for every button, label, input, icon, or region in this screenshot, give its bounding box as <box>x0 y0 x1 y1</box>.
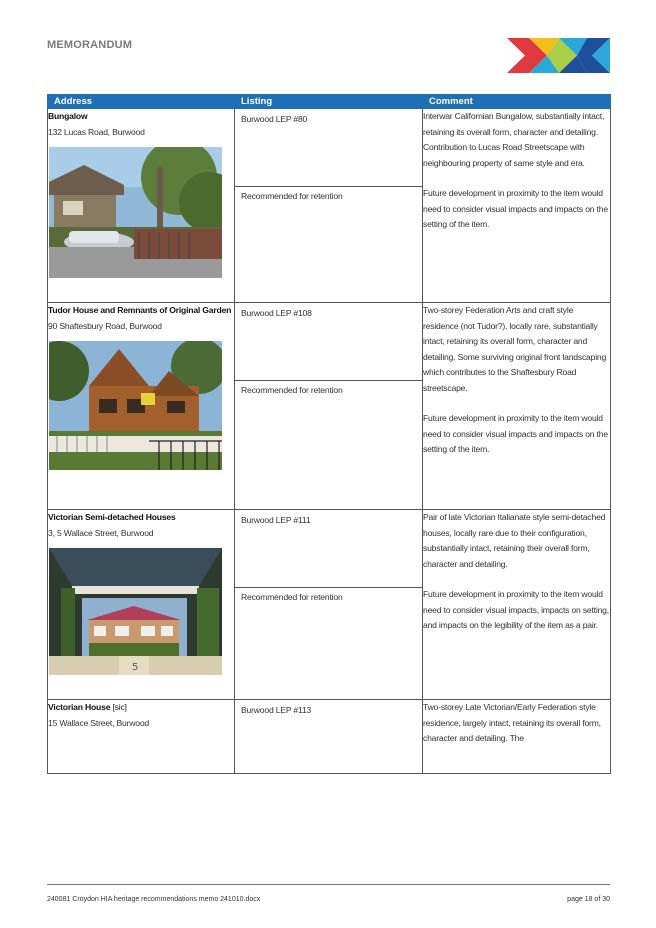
comment-cell <box>423 510 611 700</box>
item-address: 15 Wallace Street, Burwood <box>48 717 150 728</box>
address-cell <box>48 303 235 510</box>
listing-cell <box>235 303 423 510</box>
comment-future-development: Future development in proximity to the item would need to consider visual impacts and impacts on the setting of the item. <box>423 413 608 454</box>
item-title: Victorian Semi-detached Houses <box>48 512 176 522</box>
footer-page-number: page 18 of 30 <box>567 896 610 903</box>
comment-cell <box>423 109 611 303</box>
address-cell <box>48 700 235 774</box>
company-logo <box>507 38 610 73</box>
item-address: 3, 5 Wallace Street, Burwood <box>48 527 154 538</box>
comment-future-development: Future development in proximity to the item would need to consider visual impacts and impacts on the setting of the item. <box>423 188 608 229</box>
table-header-row <box>48 95 611 109</box>
item-title: Bungalow <box>48 111 88 121</box>
table-row <box>48 700 611 774</box>
comment-future-development: Future development in proximity to the item would need to consider visual impacts, impacts on setting, and impacts on the legibility of the item as a pair. <box>423 589 609 630</box>
table-row <box>48 303 611 510</box>
item-title: Tudor House and Remnants of Original Garden <box>48 305 232 315</box>
comment-cell <box>423 700 611 774</box>
listing-recommendation: Recommended for retention <box>235 587 422 606</box>
footer-document-name: 240081 Croydon HIA heritage recommendations memo 241010.docx <box>47 896 261 903</box>
listing-reference: Burwood LEP #111 <box>241 515 311 525</box>
item-title-suffix: [sic] <box>110 702 127 712</box>
listing-reference: Burwood LEP #108 <box>241 308 312 318</box>
comment-cell <box>423 303 611 510</box>
address-column-header: Address <box>48 95 235 109</box>
svg-text:5: 5 <box>132 662 139 673</box>
table-row <box>48 510 611 700</box>
memo-label: MEMORANDUM <box>47 39 133 51</box>
item-address: 132 Lucas Road, Burwood <box>48 126 145 137</box>
listing-recommendation: Recommended for retention <box>235 380 422 399</box>
table-row <box>48 109 611 303</box>
heritage-items-table <box>47 94 611 774</box>
comment-column-header: Comment <box>423 95 611 109</box>
item-title-line <box>48 700 234 716</box>
footer-divider <box>47 884 610 885</box>
item-address: 90 Shaftesbury Road, Burwood <box>48 320 162 331</box>
comment-description: Two-storey Late Victorian/Early Federation style residence, largely intact, retaining its overall form, character and detailing. The <box>423 702 601 743</box>
listing-cell <box>235 109 423 303</box>
listing-cell <box>235 510 423 700</box>
listing-reference: Burwood LEP #80 <box>241 114 308 124</box>
listing-cell <box>235 700 423 774</box>
semi-detached-houses-photo <box>49 548 222 675</box>
comment-description: Two-storey Federation Arts and craft style residence (not Tudor?), locally rare, substantially intact, retaining its overall form, character and detailing. Some surviving original front landscaping which contributes to the Shaftesbury Road streetscape. <box>423 305 607 393</box>
comment-description: Pair of late Victorian Italianate style semi-detached houses, locally rare due to their configuration, substantially intact, retaining their overall form, character and detailing. <box>423 512 606 569</box>
address-cell <box>48 510 235 700</box>
listing-column-header: Listing <box>235 95 423 109</box>
comment-description: Interwar Californian Bungalow, substantially intact, retaining its overall form, character and detailing. Contribution to Lucas Road Streetscape with neighbouring property of same style and era. <box>423 111 605 168</box>
bungalow-photo <box>49 147 222 278</box>
item-title: Victorian House <box>48 702 111 712</box>
address-cell <box>48 109 235 303</box>
listing-reference: Burwood LEP #113 <box>241 705 312 715</box>
listing-recommendation: Recommended for retention <box>235 186 422 205</box>
tudor-house-photo <box>49 341 222 470</box>
